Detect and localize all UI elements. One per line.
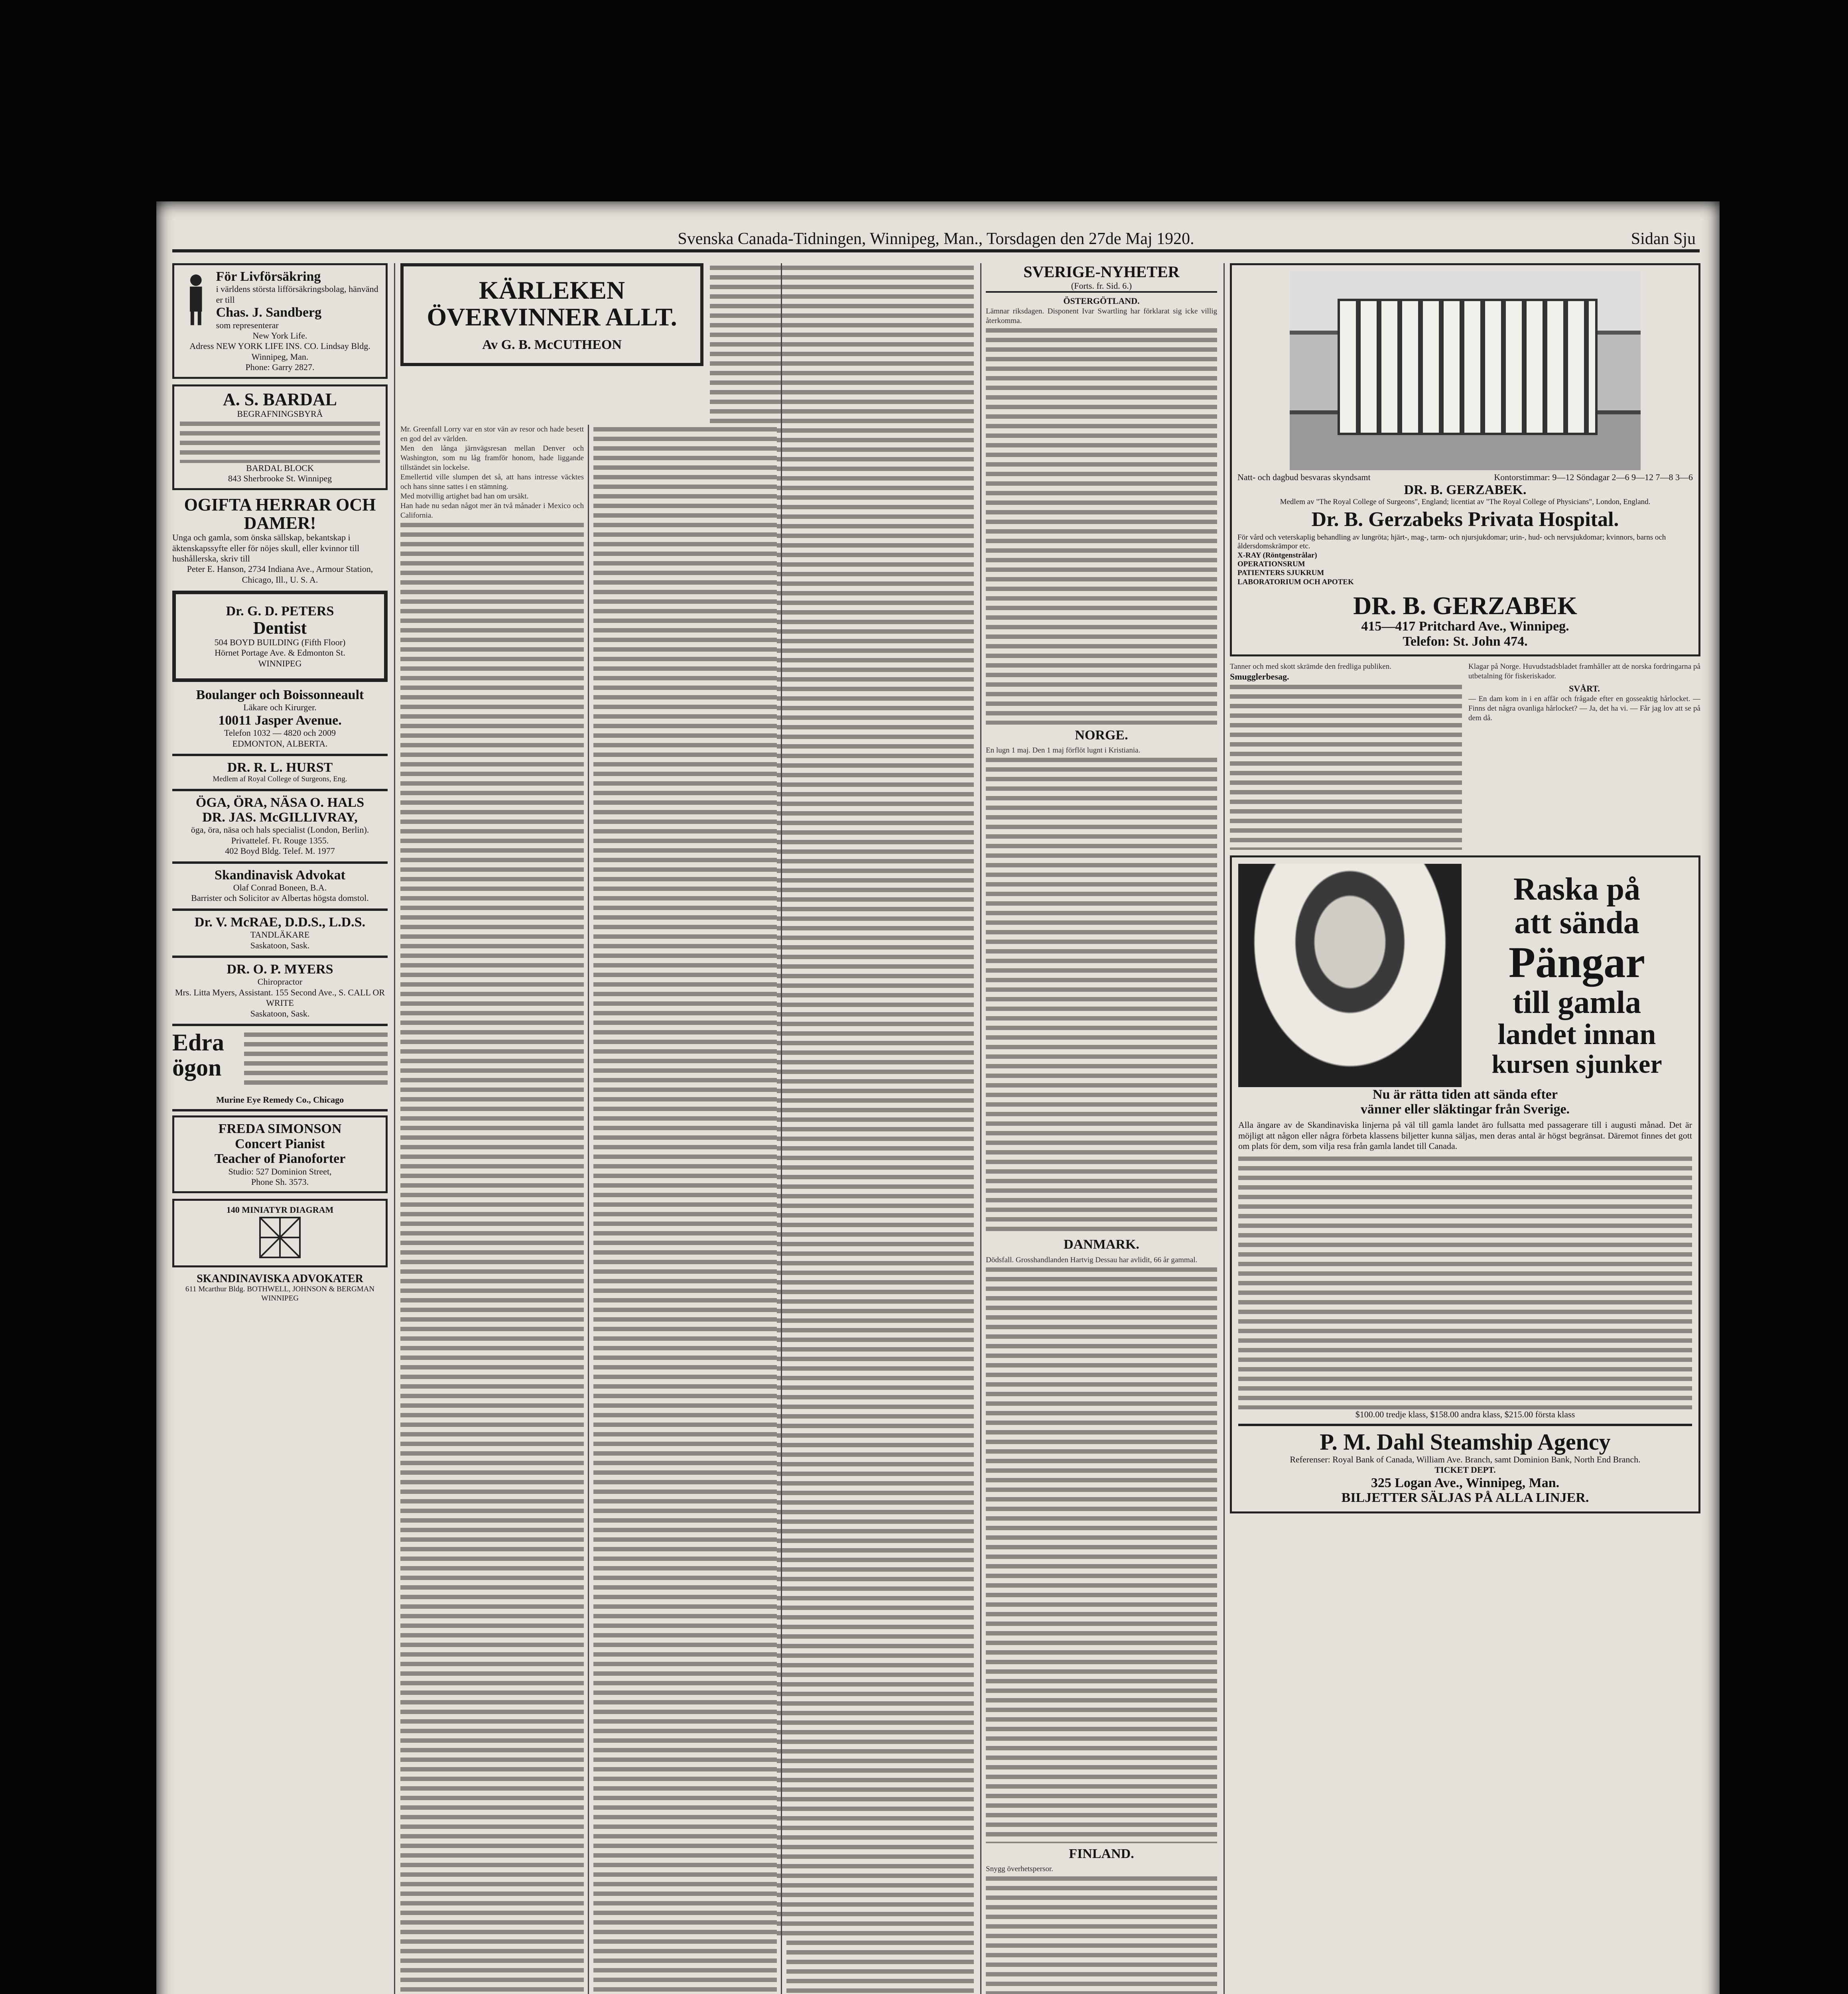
man-pointing-illustration	[1238, 864, 1462, 1087]
story-column-2	[400, 425, 584, 1994]
lower-news-text: Tanner och med skott skrämde den fredliga publiken.	[1230, 662, 1391, 671]
headline-line: till gamla	[1512, 985, 1641, 1020]
news-region: DANMARK.	[1064, 1237, 1139, 1252]
marriage-text: Unga och gamla, som önska sällskap, bekantskap i äktenskapssyfte eller för nöjes skull, eller kvinnor till hushållerska, skriv till	[172, 532, 360, 564]
smuggle-heading: Smugglerbesag.	[1230, 672, 1289, 682]
story-author: Av G. B. McCUTHEON	[482, 337, 622, 353]
peters-city: WINNIPEG	[258, 658, 302, 668]
peters-name: Dr. G. D. PETERS	[226, 604, 334, 619]
news-item: Lämnar riksdagen. Disponent Ivar Swartling har förklarat sig icke villig återkomma.	[986, 307, 1217, 325]
steamship-prices: $100.00 tredje klass, $158.00 andra klass, $215.00 första klass	[1355, 1409, 1575, 1419]
story-opening: Mr. Greenfall Lorry var en stor vän av resor och hade besett en god del av världen.	[400, 425, 584, 443]
eyes-body-text	[244, 1030, 388, 1090]
boulanger-address: 10011 Jasper Avenue.	[218, 713, 342, 728]
bardal-line2: BARDAL BLOCK	[246, 463, 314, 473]
myers-name: DR. O. P. MYERS	[227, 962, 333, 977]
hospital-credentials: Medlem av "The Royal College of Surgeons", England; licentiat av "The Royal College of Physicians", London, England.	[1280, 497, 1651, 506]
advokat-text: Barrister och Solicitor av Albertas högsta domstol.	[191, 893, 369, 903]
story-body	[593, 425, 777, 1994]
mcgillivray-name: DR. JAS. McGILLIVRAY,	[202, 810, 358, 825]
hospital-lab: LABORATORIUM OCH APOTEK	[1237, 577, 1354, 586]
hurst-text: Medlem af Royal College of Surgeons, Eng.	[213, 775, 347, 784]
hospital-name-large: DR. B. GERZABEK	[1353, 591, 1577, 620]
myers-city: Saskatoon, Sask.	[250, 1008, 310, 1019]
steamship-dept: TICKET DEPT.	[1434, 1465, 1496, 1475]
news-item: En lugn 1 maj. Den 1 maj förflöt lugnt i Kristiania.	[986, 746, 1141, 755]
news-body	[986, 326, 1217, 725]
advokat-name: Olaf Conrad Boneen, B.A.	[233, 883, 327, 893]
insurance-text: i världens största lifförsäkringsbolag, hänvänd er till	[216, 284, 378, 305]
myers-text: Mrs. Litta Myers, Assistant. 155 Second Ave., S. CALL OR WRITE	[175, 987, 385, 1008]
column-rule	[394, 263, 395, 1994]
divider	[172, 789, 388, 791]
peters-title: Dentist	[253, 618, 307, 638]
diagram-heading: 140 MINIATYR DIAGRAM	[226, 1205, 334, 1215]
simonson-phone: Phone Sh. 3573.	[251, 1176, 309, 1187]
mcgillivray-address: 402 Boyd Bldg. Telef. M. 1977	[225, 846, 335, 856]
quilt-pattern-icon	[258, 1216, 302, 1259]
steamship-ad	[1230, 855, 1700, 1514]
story-paragraph: Men den långa järnvägsresan mellan Denver och Washington, som nu låg framför honom, hade liggande tillständet sin lockelse.	[400, 444, 584, 472]
hospital-name-small: DR. B. GERZABEK.	[1404, 483, 1527, 498]
news-column	[986, 263, 1217, 1994]
mcrae-ad	[172, 915, 388, 951]
story-body	[400, 520, 584, 1994]
myers-title: Chiropractor	[257, 977, 303, 987]
masthead-title: Svenska Canada-Tidningen, Winnipeg, Man., Torsdagen den 27de Maj 1920.	[678, 230, 1194, 248]
right-area	[1230, 263, 1700, 1994]
simonson-title: Concert Pianist	[235, 1136, 325, 1151]
advokat-ad	[172, 868, 388, 904]
mcrae-city: Saskatoon, Sask.	[250, 940, 310, 950]
advokater-text: 611 Mcarthur Bldg. BOTHWELL, JOHNSON & BERGMAN	[185, 1285, 375, 1294]
mcrae-title: TANDLÄKARE	[250, 930, 310, 940]
bardal-body-text	[180, 419, 380, 463]
steamship-body: Alla ängare av de Skandinaviska linjerna på väl till gamla landet äro fullsatta med passagerare till i augusti månad. Det är möjligt att någon eller några förbeta klassens biljetter kunna säljas, men deras antal är högst begränsat. Däremot finnes det gott om plats för dem, som vilja resa från gamla landet till Canada.	[1238, 1120, 1692, 1151]
steamship-company: P. M. Dahl Steamship Agency	[1320, 1429, 1611, 1455]
steamship-sub: vänner eller släktingar från Sverige.	[1360, 1101, 1570, 1117]
lower-news-body	[1230, 682, 1462, 850]
myers-ad	[172, 962, 388, 1019]
steamship-body-more	[1238, 1154, 1692, 1409]
bardal-name: A. S. BARDAL	[223, 389, 337, 409]
story-paragraph: Med motvillig artighet bad han om ursäkt.	[400, 492, 529, 500]
news-region: FINLAND.	[1069, 1846, 1134, 1861]
peters-corner: Hörnet Portage Ave. & Edmonton St.	[215, 648, 345, 658]
insurance-heading: För Livförsäkring	[216, 269, 321, 284]
story-column-3	[593, 425, 777, 1994]
hurst-ad	[172, 760, 388, 784]
column-rule	[980, 263, 981, 1994]
boulanger-sub: Läkare och Kirurger.	[243, 702, 317, 713]
eyes-company: Murine Eye Remedy Co., Chicago	[216, 1094, 344, 1105]
hospital-operations: OPERATIONSRUM	[1237, 560, 1305, 568]
peters-address: 504 BOYD BUILDING (Fifth Floor)	[214, 637, 346, 647]
marriage-contact: Peter E. Hanson, 2734 Indiana Ave., Armour Station, Chicago, Ill., U. S. A.	[187, 564, 373, 585]
simonson-sub: Teacher of Pianoforter	[214, 1151, 346, 1166]
steamship-refs: Referenser: Royal Bank of Canada, William Ave. Branch, samt Dominion Bank, North End Branch.	[1290, 1454, 1641, 1464]
advokater-heading: SKANDINAVISKA ADVOKATER	[197, 1272, 363, 1285]
news-heading: SVERIGE-NYHETER	[1023, 263, 1180, 281]
hospital-left-caption: Natt- och dagbud besvaras skyndsamt	[1237, 472, 1371, 482]
steamship-address: 325 Logan Ave., Winnipeg, Man.	[1371, 1475, 1560, 1490]
eyes-ad	[172, 1030, 388, 1090]
lower-news	[1230, 662, 1700, 849]
eyes-heading: Edra ögon	[172, 1029, 225, 1081]
headline-line: Pängar	[1508, 938, 1645, 987]
news-region: ÖSTERGÖTLAND.	[1063, 296, 1140, 306]
news-body	[986, 755, 1217, 1234]
story-paragraph: Emellertid ville slumpen det så, att hans intresse väcktes och hans sinne sattes i en stämning.	[400, 473, 584, 491]
mcgillivray-heading: ÖGA, ÖRA, NÄSA O. HALS	[195, 795, 364, 810]
divider	[172, 861, 388, 864]
divider	[1238, 1424, 1692, 1426]
news-body	[986, 1265, 1217, 1843]
steamship-sub: Nu är rätta tiden att sända efter	[1373, 1087, 1558, 1102]
hospital-text: För vård och veterskaplig behandling av lungröta; hjärt-, mag-, tarm- och njursjukdomar; urin-, hud- och nervsjukdomar; kvinnors, barns och åldersdomskrämpor etc.	[1237, 533, 1666, 551]
headline-line: Raska på	[1513, 872, 1640, 907]
advokater-city: WINNIPEG	[261, 1294, 299, 1302]
insurance-phone: Phone: Garry 2827.	[245, 362, 315, 372]
bardal-line3: 843 Sherbrooke St. Winnipeg	[228, 473, 332, 484]
column-rule	[588, 425, 589, 1994]
hospital-heading: Dr. B. Gerzabeks Privata Hospital.	[1311, 508, 1619, 531]
hospital-xray: X-RAY (Röntgenstrålar)	[1237, 551, 1317, 560]
peters-ad	[172, 591, 388, 682]
advokat-heading: Skandinavisk Advokat	[215, 867, 345, 883]
story-body	[786, 263, 974, 1994]
news-region: NORGE.	[1075, 727, 1128, 743]
masthead	[172, 229, 1700, 252]
mcgillivray-text: öga, öra, näsa och hals specialist (London, Berlin).	[191, 825, 369, 835]
column-rule	[781, 263, 782, 1994]
boulanger-phone: Telefon 1032 — 4820 och 2009	[224, 728, 336, 738]
insurance-name: Chas. J. Sandberg	[216, 305, 322, 320]
svart-text: — En dam kom in i en affär och frågade efter en gosseaktig hårlocket. — Finns det några ovanliga hårlocket? — Ja, det ha vi. — Får jag lov att se på dem då.	[1468, 694, 1700, 722]
lower-news-text: Klagar på Norge. Huvudstadsbladet framhåller att de norska fordringarna på utbetalning för fiskeriskador.	[1468, 662, 1700, 681]
mcgillivray-ad	[172, 795, 388, 857]
hospital-patients: PATIENTERS SJUKRUM	[1237, 569, 1324, 577]
headline-line: landet innan	[1497, 1018, 1656, 1051]
story-paragraph: Han hade nu sedan något mer än två månader i Mexico och California.	[400, 502, 584, 520]
news-item: Snygg överhetspersor.	[986, 1864, 1053, 1873]
newspaper-page	[156, 201, 1720, 1994]
insurance-ad	[172, 263, 388, 379]
boulanger-ad	[172, 688, 388, 749]
mcgillivray-phone: Privattelef. Ft. Rouge 1355.	[231, 835, 329, 845]
hospital-hours: Kontorstimmar: 9—12 Söndagar 2—6 9—12 7—8 3—6	[1494, 472, 1693, 482]
hospital-phone: Telefon: St. John 474.	[1403, 634, 1528, 649]
insurance-address: Adress NEW YORK LIFE INS. CO. Lindsay Bldg. Winnipeg, Man.	[189, 341, 370, 362]
simonson-name: FREDA SIMONSON	[218, 1121, 342, 1137]
story-title-box	[400, 263, 703, 366]
news-item: Dödsfall. Grosshandlanden Hartvig Dessau har avlidit, 66 år gammal.	[986, 1255, 1198, 1264]
hospital-address: 415—417 Pritchard Ave., Winnipeg.	[1361, 619, 1569, 634]
svart-heading: SVÅRT.	[1569, 684, 1600, 694]
hospital-ad	[1230, 263, 1700, 656]
advokater-ad	[172, 1273, 388, 1303]
insurance-role: som representerar	[216, 320, 279, 330]
steamship-footer: BILJETTER SÄLJAS PÅ ALLA LINJER.	[1341, 1490, 1589, 1505]
story-title: KÄRLEKEN ÖVERVINNER ALLT.	[427, 276, 677, 331]
boulanger-name: Boulanger och Boissonneault	[196, 687, 364, 702]
hospital-building-image	[1290, 271, 1641, 470]
news-sub: (Forts. fr. Sid. 6.)	[1071, 281, 1132, 291]
ads-column	[172, 263, 388, 1994]
news-body	[986, 1874, 1217, 1994]
bardal-ad	[172, 384, 388, 490]
divider	[172, 1024, 388, 1026]
story-column-4	[786, 263, 974, 1994]
boulanger-city: EDMONTON, ALBERTA.	[232, 738, 328, 749]
divider	[172, 908, 388, 911]
headline-line: kursen sjunker	[1491, 1049, 1662, 1079]
page-number: Sidan Sju	[1631, 230, 1696, 248]
diagram-ad	[172, 1199, 388, 1267]
marriage-ad	[172, 496, 388, 585]
divider	[172, 956, 388, 958]
headline-line: att sända	[1514, 905, 1639, 941]
divider	[172, 1109, 388, 1111]
bardal-line1: BEGRAFNINGSBYRÅ	[237, 408, 323, 419]
insurance-figure-icon	[180, 269, 212, 329]
insurance-company: New York Life.	[252, 330, 307, 341]
divider	[172, 754, 388, 756]
hurst-name: DR. R. L. HURST	[227, 760, 333, 775]
simonson-address: Studio: 527 Dominion Street,	[228, 1166, 332, 1176]
column-rule	[1223, 263, 1225, 1994]
mcrae-name: Dr. V. McRAE, D.D.S., L.D.S.	[194, 914, 366, 930]
simonson-ad	[172, 1115, 388, 1193]
marriage-heading: OGIFTA HERRAR OCH DAMER!	[184, 495, 376, 533]
